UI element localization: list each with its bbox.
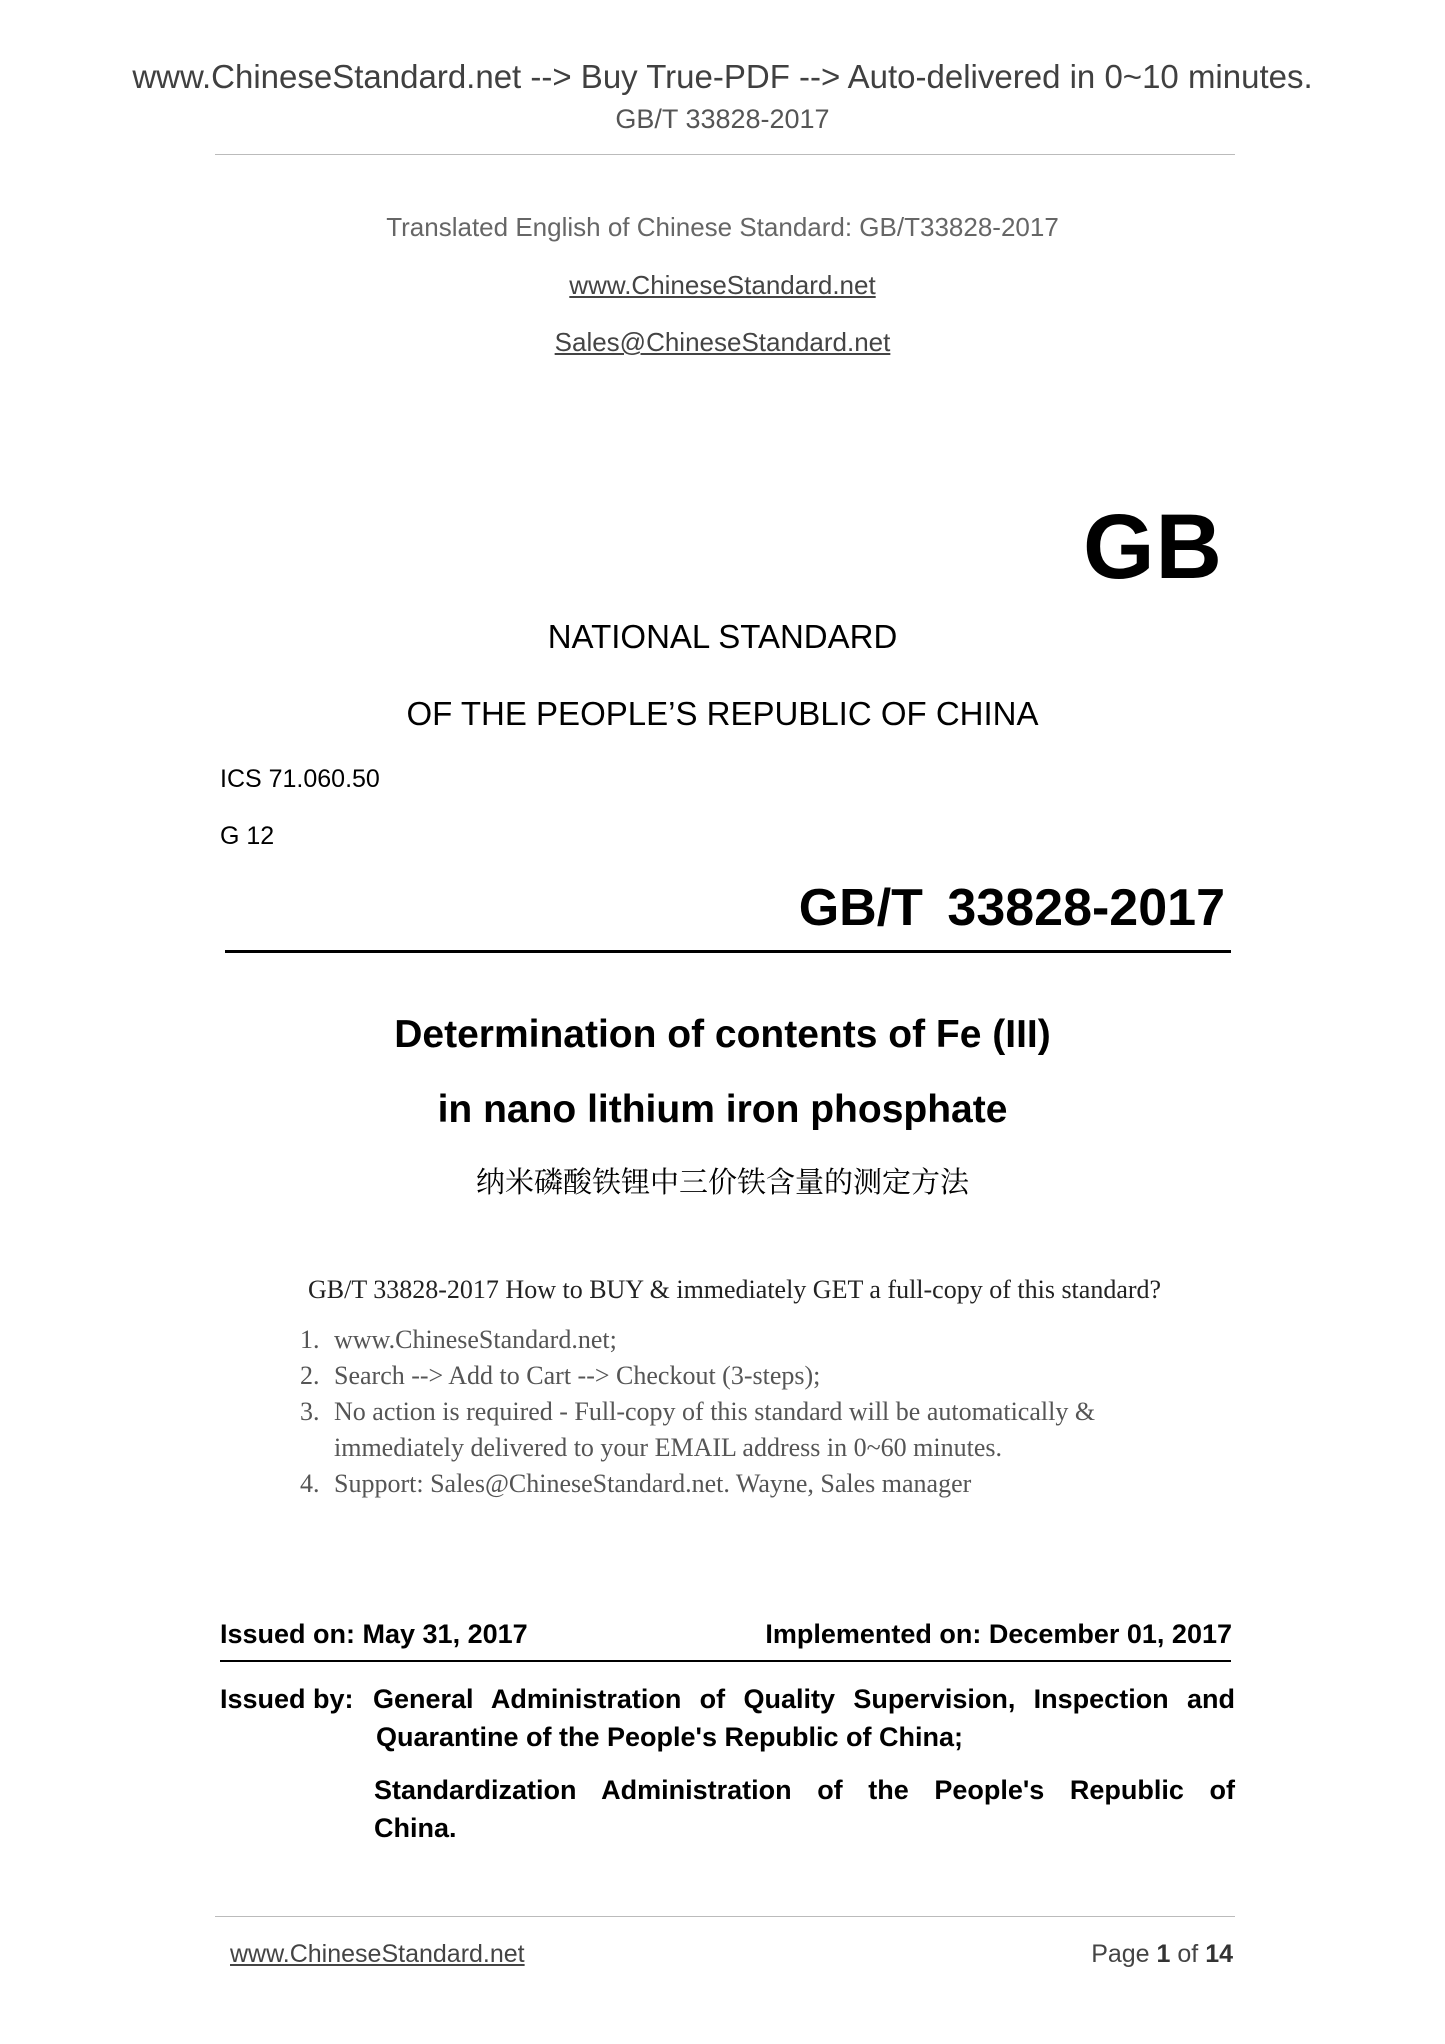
step-number [300, 1430, 334, 1466]
document-title-line2: in nano lithium iron phosphate [437, 1088, 1008, 1131]
page-middle: of [1170, 1940, 1206, 1968]
national-standard-line1: NATIONAL STANDARD [547, 618, 898, 655]
step-text: Search --> Add to Cart --> Checkout (3-steps); [334, 1361, 821, 1390]
footer-website-link[interactable]: www.ChineseStandard.net [230, 1940, 525, 1968]
ccs-code: G 12 [220, 822, 275, 850]
purchase-question: GB/T 33828-2017 How to BUY & immediately GET a full-copy of this standard? [308, 1275, 1162, 1304]
standard-number-rule [225, 950, 1231, 953]
header-divider [215, 154, 1235, 155]
step-number: 1. [300, 1325, 320, 1354]
purchase-step [300, 1322, 1095, 1358]
header-standard-code: GB/T 33828-2017 [615, 104, 830, 134]
page-prefix: Page [1091, 1940, 1157, 1968]
step-text: No action is required - Full-copy of this standard will be automatically & [334, 1397, 1096, 1426]
issuer-2-line1: Standardization Administration of the People's Republic of [374, 1775, 1235, 1805]
page-current: 1 [1156, 1940, 1171, 1968]
sales-email-link[interactable]: Sales@ChineseStandard.net [554, 327, 891, 357]
purchase-step [300, 1466, 1095, 1502]
gb-logo-mark: GB [1083, 496, 1223, 598]
issuer-2-line2: China. [374, 1813, 457, 1843]
step-number: 2. [300, 1361, 320, 1390]
step-number: 3. [300, 1397, 320, 1426]
ics-code: ICS 71.060.50 [220, 765, 380, 793]
footer-divider [215, 1916, 1235, 1917]
purchase-step [300, 1358, 1095, 1394]
purchase-step [300, 1394, 1095, 1430]
page-indicator [1091, 1940, 1233, 1969]
national-standard-line2: OF THE PEOPLE’S REPUBLIC OF CHINA [406, 695, 1039, 732]
issued-on-date: Issued on: May 31, 2017 [220, 1619, 528, 1649]
standard-number: GB/T 33828-2017 [798, 879, 1225, 937]
website-link[interactable]: www.ChineseStandard.net [569, 270, 876, 300]
document-title-line1: Determination of contents of Fe (III) [394, 1013, 1051, 1056]
issue-divider [220, 1660, 1231, 1662]
issuer-1-line2: Quarantine of the People's Republic of China; [376, 1722, 963, 1752]
page-total: 14 [1205, 1940, 1233, 1968]
purchase-steps-list [300, 1322, 1095, 1502]
header-banner[interactable]: www.ChineseStandard.net --> Buy True-PDF --> Auto-delivered in 0~10 minutes. [132, 58, 1313, 95]
step-number: 4. [300, 1469, 320, 1498]
issuer-1-line1: General Administration of Quality Supervision, Inspection and [373, 1684, 1235, 1714]
implemented-on-date: Implemented on: December 01, 2017 [765, 1619, 1232, 1649]
translation-note: Translated English of Chinese Standard: GB/T33828-2017 [386, 212, 1059, 242]
document-title-chinese: 纳米磷酸铁锂中三价铁含量的测定方法 [475, 1165, 969, 1199]
step-text: Support: Sales@ChineseStandard.net. Wayne, Sales manager [334, 1469, 972, 1498]
step-text: immediately delivered to your EMAIL address in 0~60 minutes. [334, 1433, 1003, 1462]
purchase-step-continued [300, 1430, 1095, 1466]
issued-by-label: Issued by: [220, 1684, 354, 1714]
step-text[interactable]: www.ChineseStandard.net; [334, 1325, 617, 1354]
